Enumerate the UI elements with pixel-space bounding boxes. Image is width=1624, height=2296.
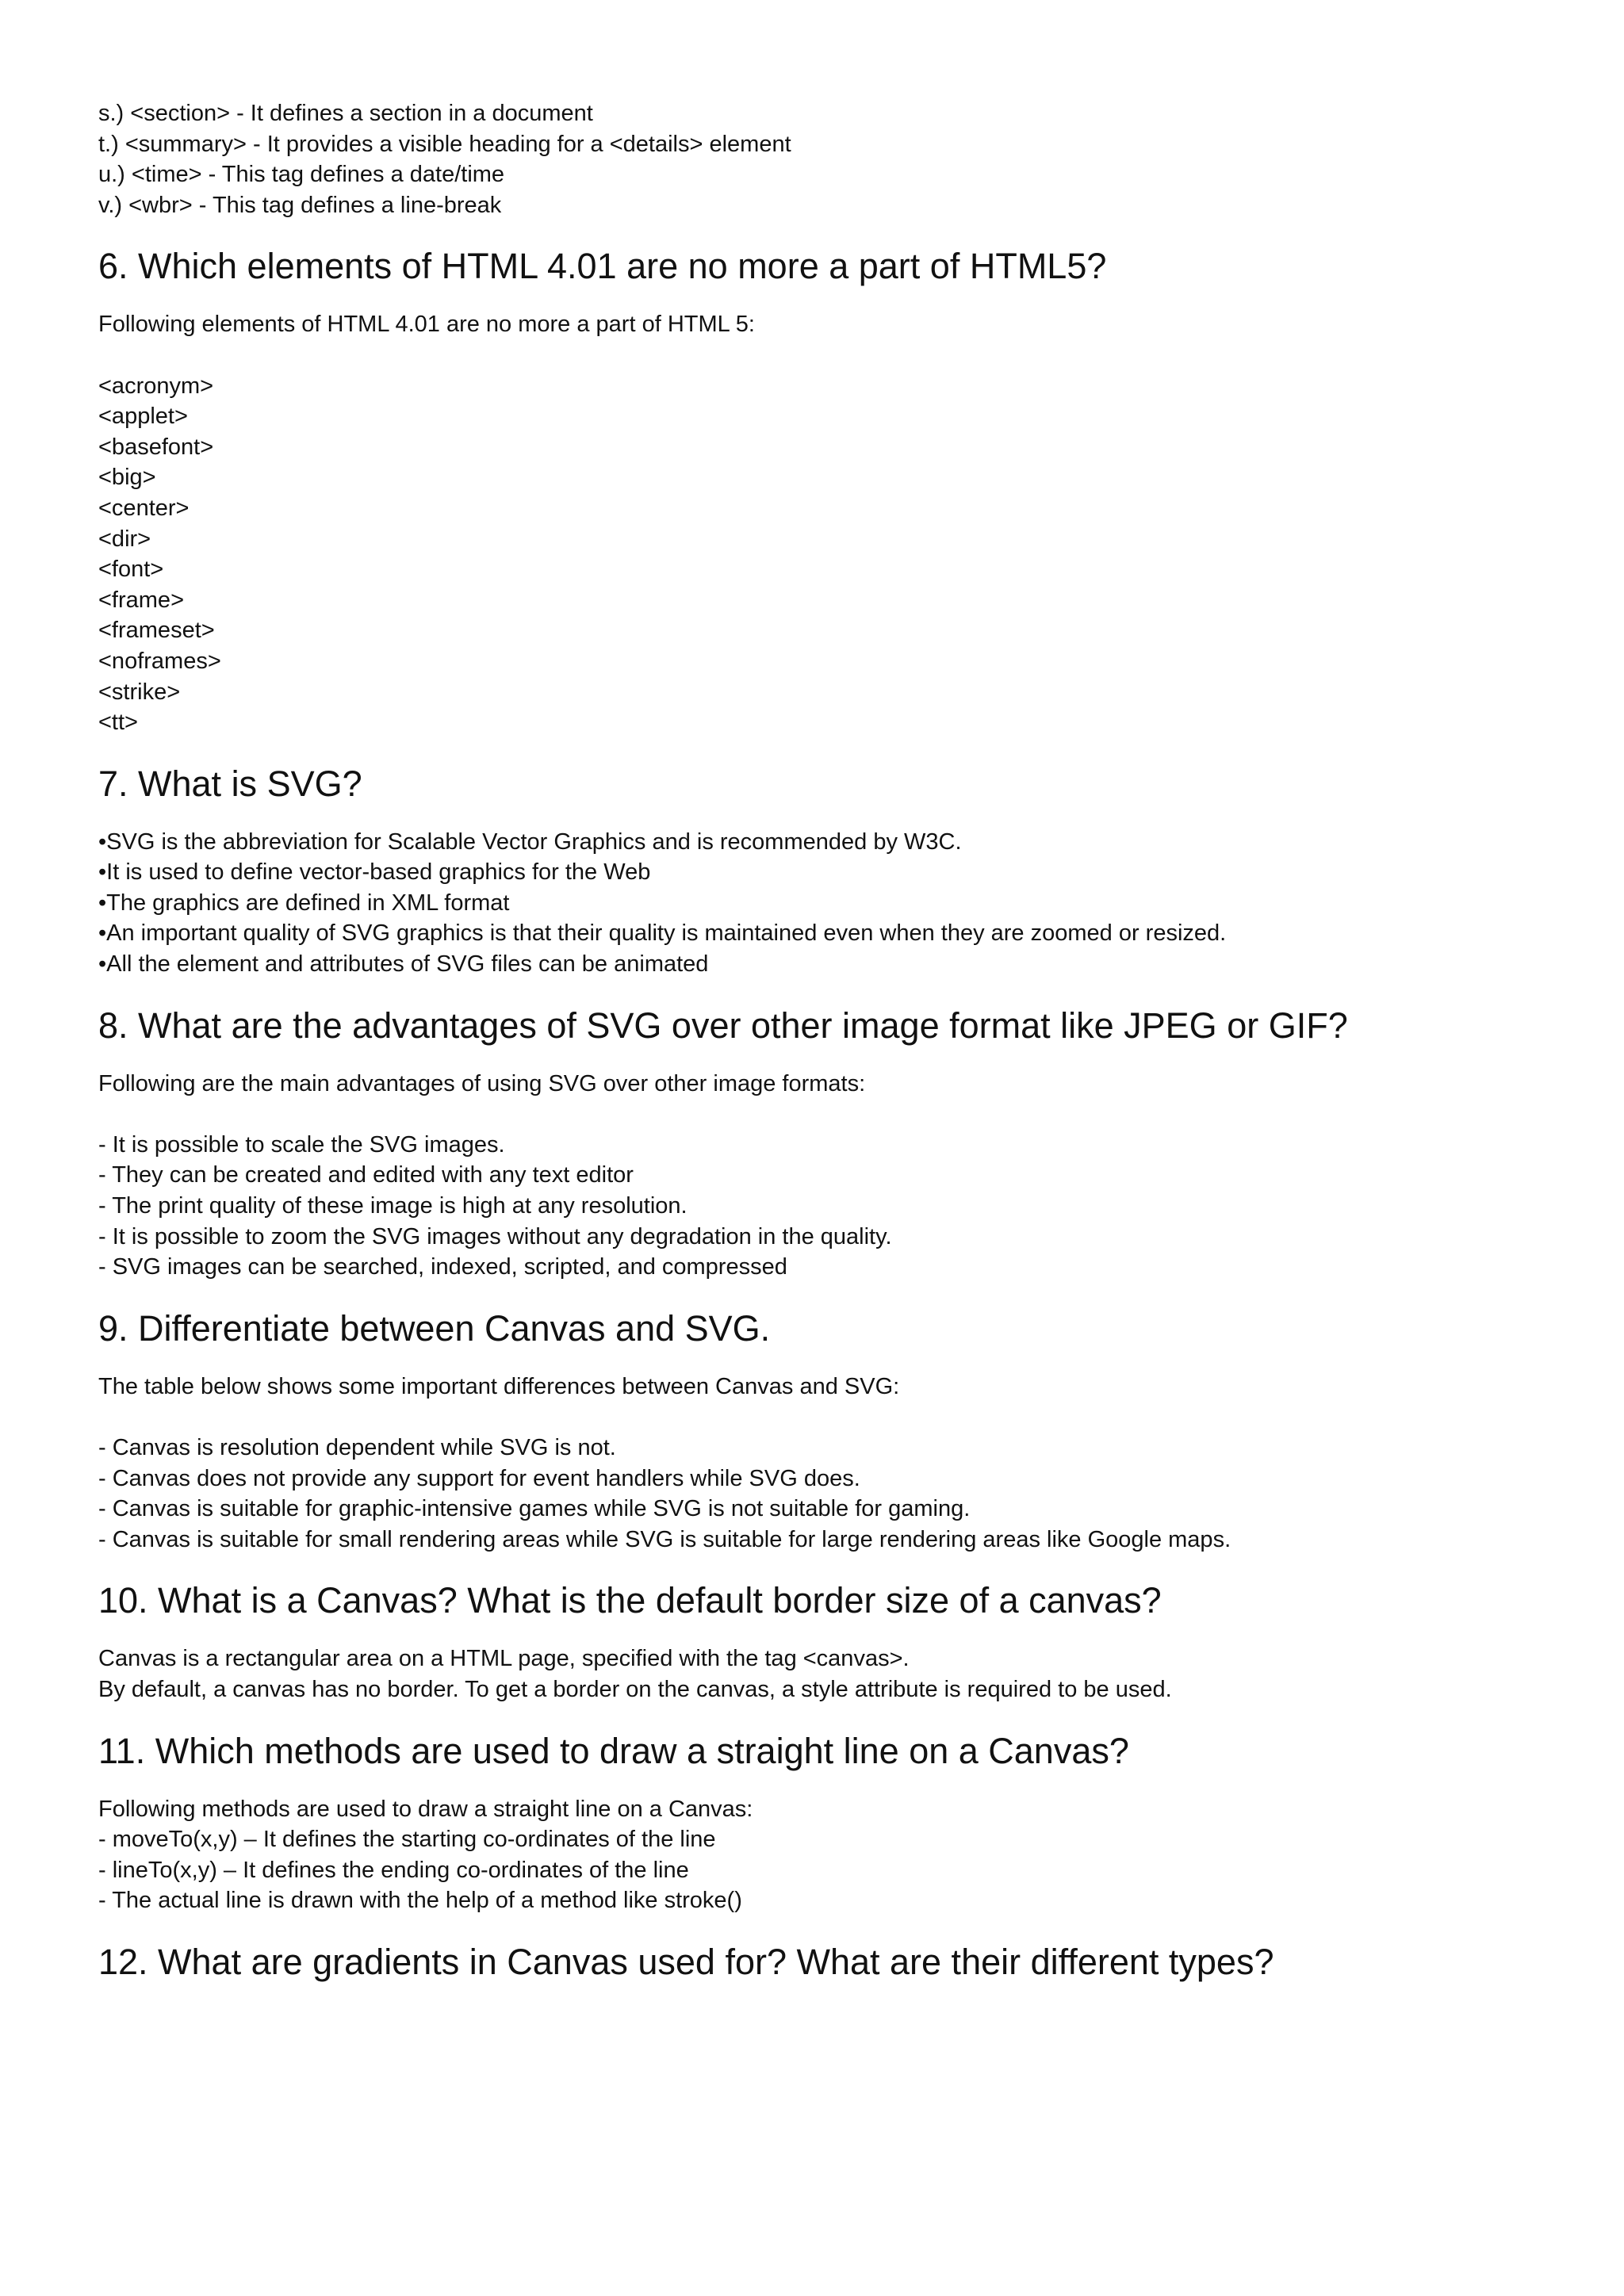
question-7-heading: 7. What is SVG? (98, 763, 362, 804)
list-item: •The graphics are defined in XML format (98, 890, 510, 916)
list-item: - Canvas is resolution dependent while SVG is not. (98, 1435, 616, 1460)
list-item: <acronym> (98, 373, 214, 399)
document-page (98, 98, 1526, 1984)
list-item: <frame> (98, 587, 184, 613)
list-item: v.) <wbr> - This tag defines a line-break (98, 192, 502, 218)
list-item: •SVG is the abbreviation for Scalable Vector Graphics and is recommended by W3C. (98, 828, 962, 855)
list-item: <noframes> (98, 648, 221, 674)
list-item: - Canvas is suitable for small rendering areas while SVG is suitable for large rendering areas like Google maps. (98, 1526, 1231, 1552)
list-item: - They can be created and edited with any text editor (98, 1162, 634, 1188)
question-6-heading: 6. Which elements of HTML 4.01 are no more a part of HTML5? (98, 246, 1107, 287)
question-8-heading: 8. What are the advantages of SVG over other image format like JPEG or GIF? (98, 1004, 1348, 1046)
list-item: <tt> (98, 710, 138, 736)
list-item: - moveTo(x,y) – It defines the starting co-ordinates of the line (98, 1827, 716, 1853)
list-item: - It is possible to scale the SVG images. (98, 1131, 505, 1158)
list-item: - The actual line is drawn with the help of a method like stroke() (98, 1888, 742, 1914)
list-item: <center> (98, 495, 190, 521)
question-7-list (98, 827, 1526, 980)
paragraph-line: By default, a canvas has no border. To get a border on the canvas, a style attribute is required to be used. (98, 1676, 1172, 1702)
list-item: - It is possible to zoom the SVG images without any degradation in the quality. (98, 1223, 892, 1249)
list-item: - lineTo(x,y) – It defines the ending co-ordinates of the line (98, 1857, 689, 1883)
question-10-body (98, 1644, 1526, 1705)
list-item: - Canvas does not provide any support for event handlers while SVG does. (98, 1465, 860, 1491)
question-9-list (98, 1433, 1526, 1555)
paragraph-line: Following methods are used to draw a straight line on a Canvas: (98, 1796, 753, 1822)
list-item: - SVG images can be searched, indexed, scripted, and compressed (98, 1254, 787, 1280)
list-item: - Canvas is suitable for graphic-intensive games while SVG is not suitable for gaming. (98, 1496, 971, 1522)
list-item: <font> (98, 557, 164, 583)
question-6-intro: Following elements of HTML 4.01 are no more a part of HTML 5: (98, 312, 755, 338)
list-item: <frameset> (98, 618, 215, 644)
list-item: t.) <summary> - It provides a visible heading for a <details> element (98, 131, 791, 157)
list-item: s.) <section> - It defines a section in a document (98, 101, 593, 126)
list-item: •It is used to define vector-based graphics for the Web (98, 859, 651, 886)
list-item: <big> (98, 465, 156, 491)
intro-list (98, 98, 1526, 220)
paragraph-line: Canvas is a rectangular area on a HTML page, specified with the tag <canvas>. (98, 1646, 910, 1672)
list-item: - The print quality of these image is high at any resolution. (98, 1193, 688, 1219)
list-item: u.) <time> - This tag defines a date/time (98, 162, 505, 188)
question-10-heading: 10. What is a Canvas? What is the default border size of a canvas? (98, 1580, 1162, 1621)
list-item: <strike> (98, 679, 181, 705)
question-8-intro: Following are the main advantages of using SVG over other image formats: (98, 1070, 866, 1096)
list-item: •An important quality of SVG graphics is that their quality is maintained even when they are zoomed or resized. (98, 920, 1227, 947)
question-9-heading: 9. Differentiate between Canvas and SVG. (98, 1307, 771, 1349)
question-12-heading: 12. What are gradients in Canvas used for? What are their different types? (98, 1941, 1274, 1982)
list-item: <dir> (98, 526, 151, 552)
question-11-heading: 11. Which methods are used to draw a straight line on a Canvas? (98, 1730, 1129, 1771)
list-item: <basefont> (98, 434, 214, 460)
question-8-list (98, 1130, 1526, 1283)
question-9-intro: The table below shows some important differences between Canvas and SVG: (98, 1373, 900, 1399)
question-11-body (98, 1794, 1526, 1916)
question-6-list (98, 371, 1526, 738)
list-item: •All the element and attributes of SVG files can be animated (98, 951, 709, 978)
list-item: <applet> (98, 404, 188, 430)
